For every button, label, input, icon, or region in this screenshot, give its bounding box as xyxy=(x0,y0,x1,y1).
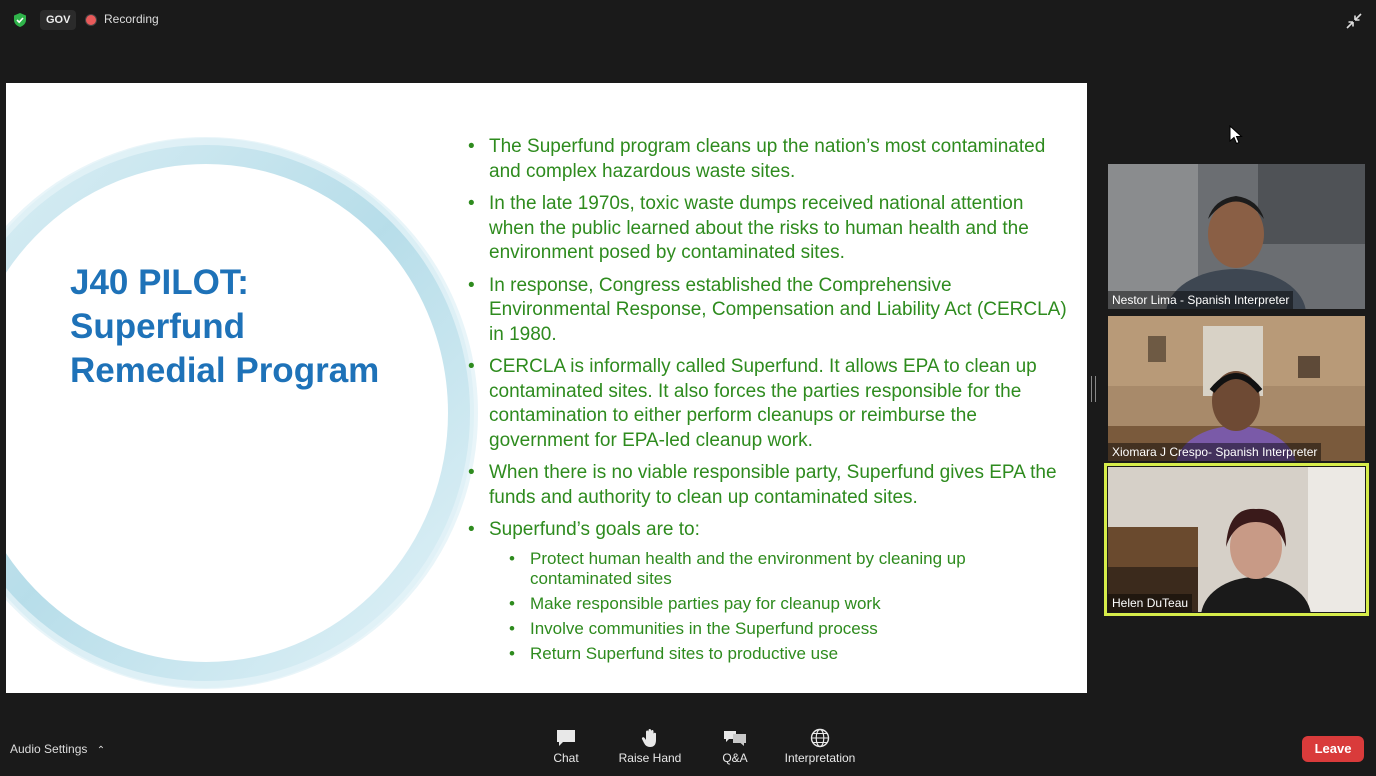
goal-item: • Make responsible parties pay for cleanup work xyxy=(509,594,1068,614)
interpretation-button[interactable] xyxy=(775,728,865,765)
participant-video-tile[interactable] xyxy=(1108,316,1365,461)
goals-heading: Superfund’s goals are to: xyxy=(489,519,700,540)
participant-video-tile[interactable] xyxy=(1108,164,1365,309)
qa-button[interactable] xyxy=(690,728,780,765)
goal-item: • Return Superfund sites to productive use xyxy=(509,644,1068,664)
participant-name: Helen DuTeau xyxy=(1108,594,1192,612)
shield-check-icon[interactable] xyxy=(12,12,28,28)
meeting-toolbar xyxy=(0,722,1376,776)
splitter-handle[interactable] xyxy=(1091,376,1096,402)
participant-name: Xiomara J Crespo- Spanish Interpreter xyxy=(1108,443,1321,461)
audio-settings-label: Audio Settings xyxy=(10,742,88,756)
qa-label: Q&A xyxy=(722,751,748,765)
raise-hand-button[interactable] xyxy=(605,728,695,765)
bullet-item: • When there is no viable responsible party, Superfund gives EPA the funds and authority to clean up contaminated sites. xyxy=(468,461,1068,510)
bullet-item: • In response, Congress established the Comprehensive Environmental Response, Compensation and Liability Act (CERCLA) in 1980. xyxy=(468,274,1068,348)
decorative-ring xyxy=(6,123,496,693)
bullet-item: • CERCLA is informally called Superfund. It allows EPA to clean up contaminated sites. It also forces the parties responsible for the contamination to either perform cleanups or reimburse the government for EPA-led cleanup work. xyxy=(468,355,1068,453)
meeting-top-bar xyxy=(0,0,1376,40)
participant-video xyxy=(1108,467,1365,612)
bullet-item-goals xyxy=(468,518,1068,664)
goals-list xyxy=(509,549,1068,664)
globe-icon xyxy=(810,728,830,748)
raise-hand-label: Raise Hand xyxy=(618,751,682,765)
exit-fullscreen-icon[interactable] xyxy=(1344,12,1364,30)
gov-badge: GOV xyxy=(40,10,76,30)
chat-label: Chat xyxy=(553,751,579,765)
shared-screen-slide xyxy=(6,83,1087,693)
bullet-item: • The Superfund program cleans up the nation’s most contaminated and complex hazardous waste sites. xyxy=(468,135,1068,184)
interpretation-label: Interpretation xyxy=(784,751,856,765)
chat-icon xyxy=(555,728,577,748)
participant-name: Nestor Lima - Spanish Interpreter xyxy=(1108,291,1293,309)
audio-settings-button[interactable] xyxy=(10,742,105,756)
leave-button[interactable]: Leave xyxy=(1302,736,1364,762)
goal-item: • Involve communities in the Superfund process xyxy=(509,619,1068,639)
chevron-up-icon[interactable]: ⌃ xyxy=(96,745,106,756)
slide-bullet-list xyxy=(468,135,1068,672)
hand-icon xyxy=(640,728,660,748)
mouse-cursor-icon xyxy=(1229,125,1243,145)
recording-indicator[interactable]: Recording xyxy=(104,12,159,26)
participant-video xyxy=(1108,164,1365,309)
qa-icon xyxy=(723,728,747,748)
bullet-item: • In the late 1970s, toxic waste dumps received national attention when the public learned about the risks to human health and the environment posed by contaminated sites. xyxy=(468,192,1068,266)
record-dot-icon xyxy=(86,15,96,25)
participant-video xyxy=(1108,316,1365,461)
chat-button[interactable] xyxy=(521,728,611,765)
goal-item: • Protect human health and the environment by cleaning up contaminated sites xyxy=(509,549,1068,589)
slide-title: J40 PILOT: Superfund Remedial Program xyxy=(70,263,380,390)
participant-video-tile-active-speaker[interactable] xyxy=(1108,467,1365,612)
